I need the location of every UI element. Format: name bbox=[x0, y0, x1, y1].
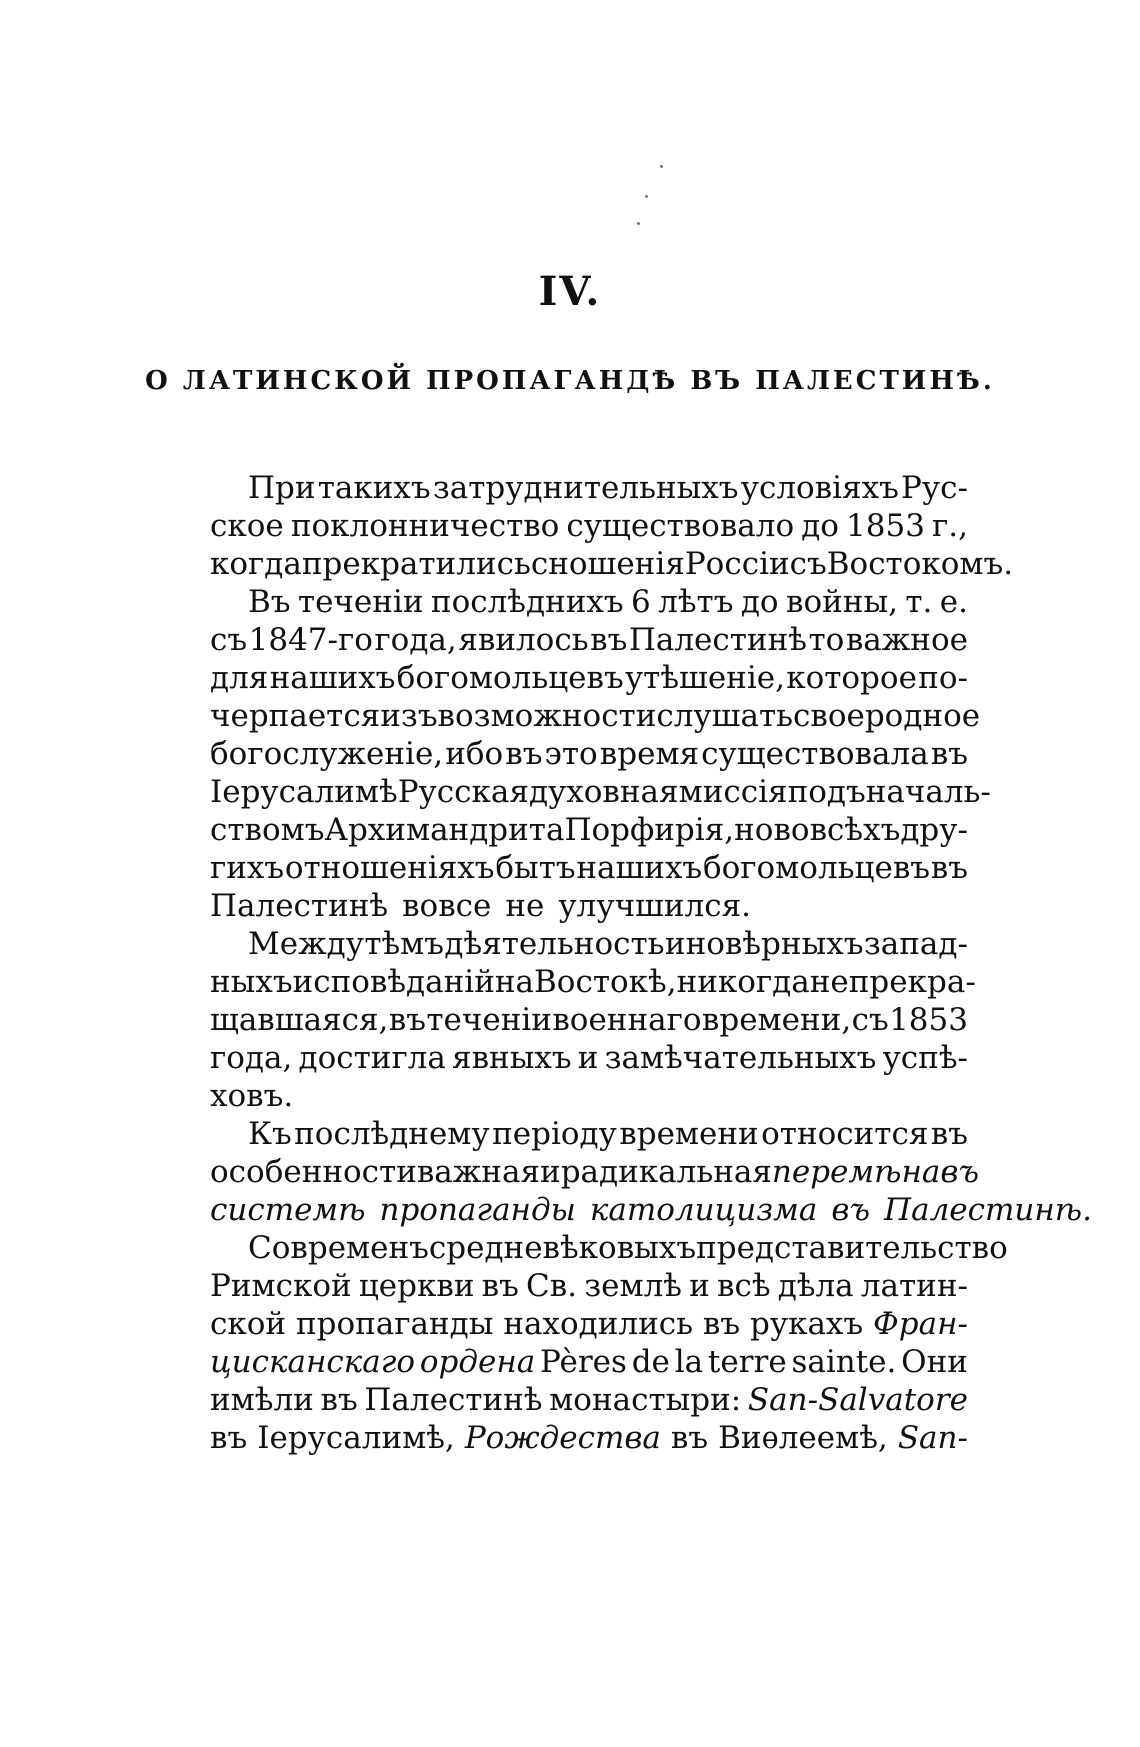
word: поклонничество bbox=[290, 508, 560, 544]
word: духовная bbox=[528, 774, 679, 810]
word: съ bbox=[851, 1002, 889, 1038]
word: въ bbox=[505, 736, 543, 772]
word: 1853 bbox=[846, 508, 925, 544]
word: то bbox=[808, 622, 845, 658]
word: явныхъ bbox=[452, 1040, 572, 1076]
word: запад- bbox=[863, 926, 968, 962]
word: слушать bbox=[656, 698, 793, 734]
word: радикальная bbox=[560, 1154, 772, 1190]
text-line bbox=[210, 1154, 980, 1190]
word: подъ bbox=[787, 774, 866, 810]
word: въ bbox=[940, 1154, 980, 1190]
word: Палестинѣ. bbox=[884, 1192, 1092, 1228]
word: пропаганды bbox=[295, 1306, 494, 1342]
word: Востокѣ, bbox=[534, 964, 677, 1000]
text-line bbox=[210, 508, 968, 544]
word: времени bbox=[619, 1116, 759, 1152]
word: Іерусалимѣ, bbox=[257, 1420, 455, 1456]
text-line bbox=[210, 584, 968, 620]
word: 1847-го bbox=[248, 622, 373, 658]
word: до bbox=[801, 508, 839, 544]
word: ордена bbox=[419, 1344, 536, 1380]
word: San- bbox=[897, 1420, 968, 1456]
text-line bbox=[210, 1382, 968, 1418]
word: богомольцевъ bbox=[396, 660, 624, 696]
chapter-heading: О ЛАТИНСКОЙ ПРОПАГАНДѢ ВЪ ПАЛЕСТИНѢ. bbox=[145, 366, 995, 396]
word: въ bbox=[210, 1420, 248, 1456]
word: дѣла bbox=[777, 1268, 854, 1304]
word: 1853 bbox=[889, 1002, 968, 1038]
text-line bbox=[210, 1268, 968, 1304]
chapter-number: IV. bbox=[538, 268, 602, 315]
word: Палестинѣ bbox=[628, 622, 807, 658]
word: San-Salvatore bbox=[747, 1382, 968, 1418]
text-line bbox=[210, 888, 968, 924]
word: времени, bbox=[701, 1002, 852, 1038]
word: относится bbox=[761, 1116, 929, 1152]
text-line bbox=[210, 1002, 968, 1038]
word: когда bbox=[210, 546, 302, 582]
word: богослуженіе, bbox=[210, 736, 444, 772]
word: Архимандрита bbox=[324, 812, 565, 848]
word: ибо bbox=[445, 736, 504, 772]
word: и bbox=[577, 1040, 599, 1076]
word: Россіи bbox=[684, 546, 790, 582]
word: черпается bbox=[210, 698, 381, 734]
word: terre bbox=[707, 1344, 787, 1380]
word: существовало bbox=[566, 508, 795, 544]
word: Между bbox=[248, 926, 364, 962]
word: la bbox=[674, 1344, 704, 1380]
word: такихъ bbox=[317, 470, 431, 506]
word: улучшился. bbox=[558, 888, 752, 924]
word: ской bbox=[210, 1306, 287, 1342]
text-line bbox=[210, 1230, 1008, 1266]
text-line bbox=[210, 660, 968, 696]
word: это bbox=[544, 736, 598, 772]
word: теченіи bbox=[297, 584, 424, 620]
word: періоду bbox=[492, 1116, 617, 1152]
word: рукахъ bbox=[749, 1306, 864, 1342]
word: время bbox=[599, 736, 700, 772]
word: Они bbox=[901, 1344, 968, 1380]
word: Виѳлеемѣ, bbox=[718, 1420, 888, 1456]
specks bbox=[645, 195, 648, 198]
word: временъ bbox=[290, 1230, 429, 1266]
word: для bbox=[210, 660, 269, 696]
word: дѣятельность bbox=[444, 926, 665, 962]
word: въ bbox=[930, 850, 968, 886]
word: въ bbox=[481, 1268, 519, 1304]
word: ствомъ bbox=[210, 812, 325, 848]
text-line bbox=[210, 774, 991, 810]
word: которое bbox=[786, 660, 917, 696]
word: до bbox=[740, 584, 779, 620]
word: явилось bbox=[458, 622, 589, 658]
word: важная bbox=[416, 1154, 541, 1190]
word: исповѣданій bbox=[292, 964, 495, 1000]
word: войны, bbox=[786, 584, 898, 620]
text-line bbox=[210, 1306, 968, 1342]
word: нашихъ bbox=[269, 660, 396, 696]
word: въ bbox=[702, 1306, 741, 1342]
word: послѣднихъ bbox=[430, 584, 624, 620]
word: Св. bbox=[526, 1268, 578, 1304]
word: утѣшеніе, bbox=[624, 660, 785, 696]
word: церкви bbox=[358, 1268, 475, 1304]
word: находились bbox=[503, 1306, 693, 1342]
word: вовсе bbox=[402, 888, 492, 924]
word: de bbox=[631, 1344, 670, 1380]
word: sainte. bbox=[791, 1344, 897, 1380]
specks bbox=[660, 165, 663, 168]
word: началь- bbox=[865, 774, 991, 810]
text-line bbox=[210, 1040, 968, 1076]
word: цисканскаго bbox=[210, 1344, 416, 1380]
word: отношеніяхъ bbox=[284, 850, 495, 886]
word: въ bbox=[930, 1116, 968, 1152]
word: ныхъ bbox=[210, 964, 293, 1000]
word: въ bbox=[930, 736, 968, 772]
text-line bbox=[210, 698, 981, 734]
word: въ bbox=[388, 1002, 426, 1038]
word: Со bbox=[248, 1230, 291, 1266]
word: сношенія bbox=[530, 546, 685, 582]
word: года, bbox=[210, 1040, 293, 1076]
word: нашихъ bbox=[576, 850, 703, 886]
text-line bbox=[210, 964, 976, 1000]
word: 6 bbox=[631, 584, 651, 620]
word: пропаганды bbox=[379, 1192, 576, 1228]
word: гихъ bbox=[210, 850, 285, 886]
word: свое bbox=[793, 698, 865, 734]
text-line bbox=[210, 622, 968, 658]
word: бытъ bbox=[495, 850, 576, 886]
word: въ bbox=[590, 622, 628, 658]
word: землѣ bbox=[584, 1268, 682, 1304]
text-line bbox=[210, 470, 968, 506]
word: ское bbox=[210, 508, 284, 544]
word: средневѣковыхъ bbox=[428, 1230, 697, 1266]
word: всѣ bbox=[717, 1268, 771, 1304]
word: возможности bbox=[437, 698, 657, 734]
word: миссія bbox=[678, 774, 788, 810]
text-line bbox=[210, 812, 968, 848]
word: прекра- bbox=[848, 964, 976, 1000]
word: во bbox=[773, 812, 810, 848]
word: существовала bbox=[701, 736, 929, 772]
text-line bbox=[210, 1192, 1092, 1228]
word: всѣхъ bbox=[809, 812, 901, 848]
word: Востокомъ. bbox=[826, 546, 1014, 582]
word: латин- bbox=[860, 1268, 968, 1304]
word: послѣднему bbox=[294, 1116, 490, 1152]
word: теченіи bbox=[426, 1002, 552, 1038]
word: перемѣна bbox=[771, 1154, 941, 1190]
word: важное bbox=[845, 622, 968, 658]
word: на bbox=[494, 964, 535, 1000]
word: Рождества bbox=[464, 1420, 661, 1456]
word: г., bbox=[932, 508, 968, 544]
word: прекратились bbox=[301, 546, 531, 582]
word: системѣ bbox=[210, 1192, 366, 1228]
word: Фран- bbox=[873, 1306, 968, 1342]
word: замѣчательныхъ bbox=[604, 1040, 877, 1076]
word: съ bbox=[789, 546, 827, 582]
text-line bbox=[210, 736, 968, 772]
word: Къ bbox=[248, 1116, 292, 1152]
word: но bbox=[734, 812, 774, 848]
word: Палестинѣ bbox=[210, 888, 389, 924]
word: не bbox=[809, 964, 849, 1000]
word: лѣтъ bbox=[658, 584, 734, 620]
word: не bbox=[505, 888, 545, 924]
text-line bbox=[210, 1078, 968, 1114]
word: ховъ. bbox=[210, 1078, 294, 1114]
specks bbox=[637, 222, 640, 225]
word: Русская bbox=[397, 774, 529, 810]
word: монастыри: bbox=[549, 1382, 742, 1418]
word: успѣ- bbox=[882, 1040, 968, 1076]
word: по- bbox=[918, 660, 968, 696]
word: дру- bbox=[900, 812, 968, 848]
word: въ bbox=[320, 1382, 358, 1418]
word: въ bbox=[670, 1420, 709, 1456]
word: богомольцевъ bbox=[702, 850, 930, 886]
word: имѣли bbox=[210, 1382, 314, 1418]
word: т. bbox=[905, 584, 933, 620]
word: При bbox=[248, 470, 316, 506]
word: никогда bbox=[676, 964, 810, 1000]
word: съ bbox=[210, 622, 248, 658]
text-line bbox=[210, 1116, 968, 1152]
word: Іерусалимѣ bbox=[210, 774, 398, 810]
word: Рус- bbox=[901, 470, 968, 506]
word: особенности bbox=[210, 1154, 417, 1190]
word: представительство bbox=[696, 1230, 1008, 1266]
word: военнаго bbox=[552, 1002, 702, 1038]
word: щавшаяся, bbox=[210, 1002, 389, 1038]
word: Порфирія, bbox=[564, 812, 735, 848]
word: родное bbox=[864, 698, 981, 734]
word: тѣмъ bbox=[364, 926, 445, 962]
text-line bbox=[210, 1420, 968, 1456]
word: и bbox=[540, 1154, 561, 1190]
word: и bbox=[689, 1268, 710, 1304]
text-line bbox=[210, 850, 968, 886]
word: условіяхъ bbox=[740, 470, 899, 506]
text-line bbox=[210, 546, 1014, 582]
word: Pères bbox=[540, 1344, 627, 1380]
text-line bbox=[210, 1344, 968, 1380]
word: Палестинѣ bbox=[364, 1382, 543, 1418]
word: года, bbox=[374, 622, 457, 658]
word: католицизма bbox=[589, 1192, 818, 1228]
word: затруднительныхъ bbox=[432, 470, 739, 506]
text-line bbox=[210, 926, 968, 962]
word: е. bbox=[939, 584, 968, 620]
word: Римской bbox=[210, 1268, 352, 1304]
word: Въ bbox=[248, 584, 291, 620]
word: въ bbox=[831, 1192, 871, 1228]
word: иновѣрныхъ bbox=[664, 926, 864, 962]
word: изъ bbox=[380, 698, 438, 734]
word: достигла bbox=[298, 1040, 446, 1076]
